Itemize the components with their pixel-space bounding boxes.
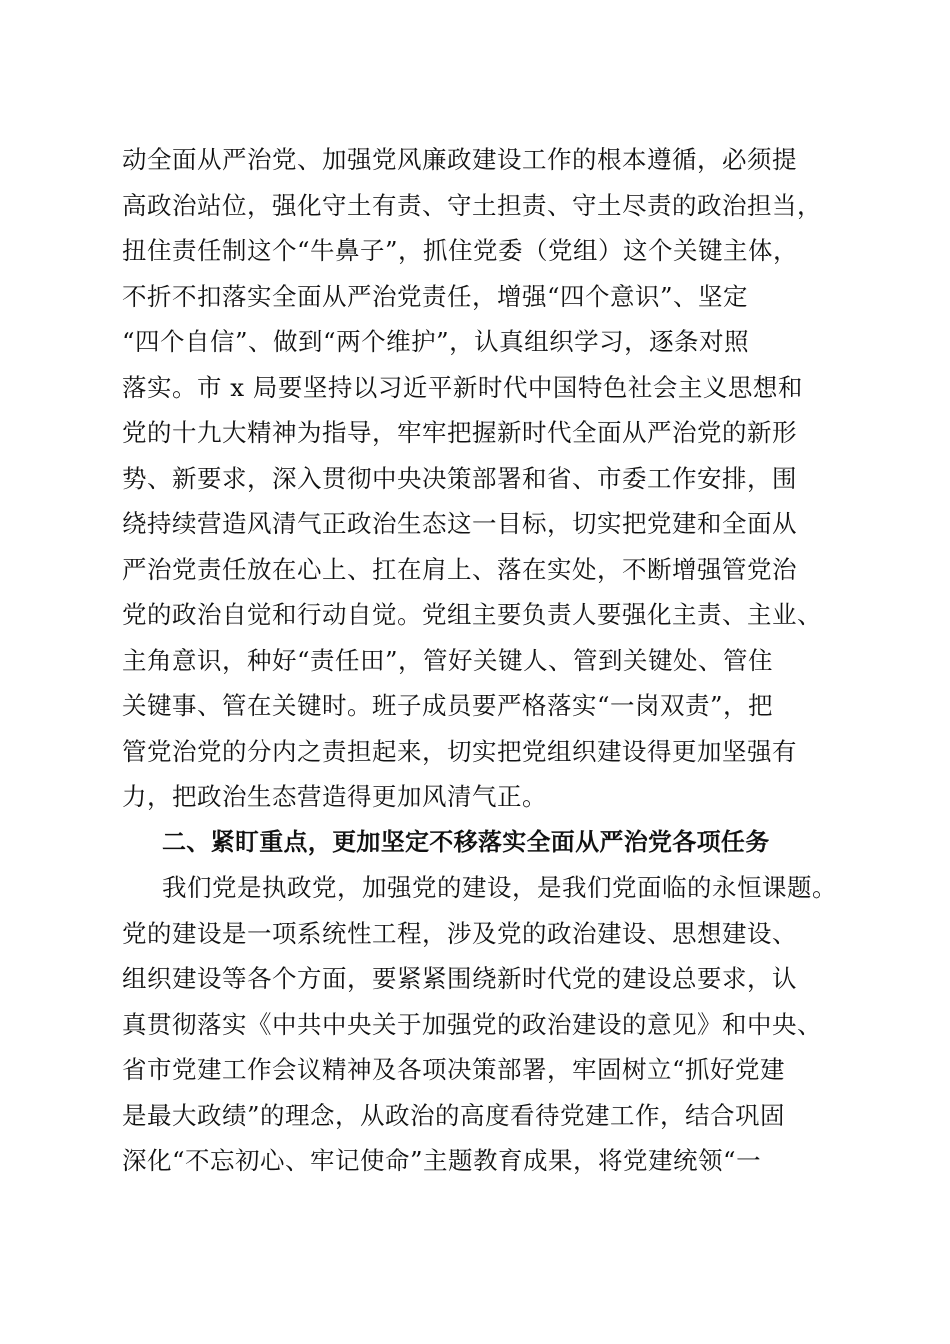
paragraph-line: 是最大政绩”的理念，从政治的高度看待党建工作，结合巩固 <box>122 1100 786 1130</box>
document-body <box>122 137 842 1184</box>
paragraph-line: 管党治党的分内之责担起来，切实把党组织建设得更加坚强有 <box>122 736 797 766</box>
paragraph-line: 绕持续营造风清气正政治生态这一目标，切实把党建和全面从 <box>122 509 797 538</box>
paragraph-line: 力，把政治生态营造得更加风清气正。 <box>122 782 547 811</box>
paragraph-line: 关键事、管在关键时。班子成员要严格落实“一岗双责”，把 <box>122 691 774 720</box>
paragraph-line: 党的十九大精神为指导，牢牢把握新时代全面从严治党的新形 <box>122 418 797 447</box>
paragraph-line: 组织建设等各个方面，要紧紧围绕新时代党的建设总要求，认 <box>122 964 797 993</box>
paragraph-line: 不折不扣落实全面从严治党责任，增强“四个意识”、坚定 <box>122 281 749 311</box>
paragraph-line: 真贯彻落实《中共中央关于加强党的政治建设的意见》和中央、 <box>122 1009 822 1039</box>
section-heading: 二、紧盯重点，更加坚定不移落实全面从严治党各项任务 <box>162 827 770 856</box>
paragraph-line: 扭住责任制这个“牛鼻子”，抓住党委（党组）这个关键主体， <box>122 236 799 265</box>
paragraph-line: 我们党是执政党，加强党的建设，是我们党面临的永恒课题。 <box>162 873 837 902</box>
paragraph-line: “四个自信”、做到“两个维护”，认真组织学习，逐条对照 <box>122 327 750 356</box>
paragraph-line: 动全面从严治党、加强党风廉政建设工作的根本遵循，必须提 <box>122 145 797 174</box>
paragraph-line: 党的建设是一项系统性工程，涉及党的政治建设、思想建设、 <box>122 918 797 948</box>
paragraph-line: 势、新要求，深入贯彻中央决策部署和省、市委工作安排，围 <box>122 463 797 493</box>
paragraph-line: 严治党责任放在心上、扛在肩上、落在实处，不断增强管党治 <box>122 554 797 584</box>
paragraph-line: 高政治站位，强化守土有责、守土担责、守土尽责的政治担当， <box>122 190 822 220</box>
paragraph-line: 主角意识，种好“责任田”，管好关键人、管到关键处、管住 <box>122 645 774 675</box>
paragraph-line: 省市党建工作会议精神及各项决策部署，牢固树立“抓好党建 <box>122 1055 786 1084</box>
paragraph-line: 党的政治自觉和行动自觉。党组主要负责人要强化主责、主业、 <box>122 600 822 629</box>
paragraph-line: 深化“不忘初心、牢记使命”主题教育成果，将党建统领“一 <box>122 1146 762 1175</box>
paragraph-line: 落实。市 x 局要坚持以习近平新时代中国特色社会主义思想和 <box>122 372 803 402</box>
